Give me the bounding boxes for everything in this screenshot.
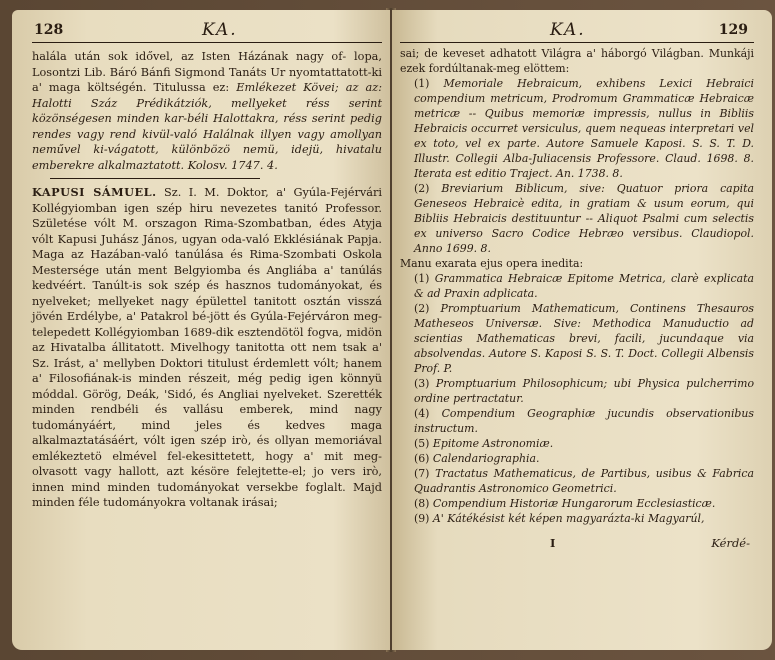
item-text: Epitome Astronomiæ. [432,437,554,450]
left-page [12,10,390,650]
item-number: (4) [414,407,430,420]
item-text: Promptuarium Philosophicum; ubi Physica pulcherrimo ordine pertractatur. [414,377,754,405]
running-header [32,20,382,43]
item-text: Compendium Geographiæ jucundis observationibus instructum. [414,407,755,435]
list-item [400,451,754,466]
list-item [400,436,754,451]
running-head-title: KA. [550,20,586,40]
page-footer [400,536,754,554]
item-text: Grammatica Hebraicæ Epitome Metrica, clarè explicata & ad Praxin adplicata. [414,272,754,300]
item-number: (6) [414,452,430,465]
paragraph [32,49,382,173]
list-item [400,271,754,301]
item-text: Tractatus Mathematicus, de Partibus, usibus & Fabrica Quadrantis Astronomico Geometrici. [414,467,754,495]
item-number: (9) [414,512,430,525]
item-text: Breviarium Biblicum, sive: Quatuor priora capita Geneseos Hebraicè edita, in gratiam & usum eorum, qui Bibliis Hebraicis destituuntur -- Aliquot Psalmi cum selectis ex universo Sacro Codice Hebræo versibus. Claudiopol. Anno 1699. 8. [414,182,754,255]
item-text: Promptuarium Mathematicum, Continens Thesauros Matheseos Universæ. Sive: Methodica Manuductio ad scientias Mathematicas brevi, facili, jucundaque via absolvendas. Autore S. Kaposi S. S. T. Doct. Collegii Albensis Prof. P. [414,302,755,375]
list-item [400,466,754,496]
list-item [400,496,754,511]
item-text: Calendariographia. [432,452,540,465]
item-text: Memoriale Hebraicum, exhibens Lexici Hebraici compendium metricum, Prodromum Grammaticæ Hebraicæ metricæ -- Quibus memoriæ impressis, nullus in Bibliis Hebraicis occurret versiculus, quem nequeas interpretari vel ex toto, vel ex parte. Autore Samuele Kaposi. S. S. T. D. Illustr. Collegii Alba-Juliacensis Professore. Claud. 1698. 8. Iterata est editio Traject. An. 1738. 8. [414,77,754,180]
running-header [400,20,754,43]
catchword: Kérdé- [711,536,750,550]
intro-paragraph: sai; de keveset adhatott Világra a' háborgó Világban. Munkáji ezek fordúltanak-meg elöttem: [400,47,754,75]
list-item [400,376,754,406]
page-number: 129 [718,22,748,38]
item-number: (2) [414,302,430,315]
paragraph-title-italic: Emlékezet Kövei; az az: Halotti Száz Prédikátziók, mellyeket réss serint közönségesen minden kar-béli Halottakra, réss serint pedig rendes vagy rend kivül-való Halálnak illyen vagy amollyan neművel ki-vágatott, különbözö nemü, idejü, hivatalu emberekre alkalmaztatott. [32,81,382,172]
section-divider [50,178,260,179]
item-number: (8) [414,497,430,510]
page-number: 128 [34,22,64,38]
item-text: Compendium Historiæ Hungarorum Ecclesiasticæ. [432,497,716,510]
entry-text: Sz. I. M. Doktor, a' Gyúla-Fejérvári Kollégyiomban igen szép hiru nevezetes tanitó Professor. Születése vólt M. orszagon Rima-Szombatban, édes Atyja vólt Kapusi Juhász János, ugyan oda-való Ekklésiának Papja. Maga az Hazában-való tanúlása és Rima-Szombati Oskola Mestersége után ment Belgyiomba és Angliába a' tanúlás kedvéért. Tanúlt-is sok szép és hasznos tudományokat, és nyelveket; mellyeket nagy épülettel tanitott osztán visszá jövén Erdélybe, a' Patakrol bé-jött és Gyúla-Fejérváron meg-telepedett Kollégyiomban 1689-dik esztendötöl fogva, midön az Hivatalba állitatott. Mivelhogy tanitotta ott nem tsak a' Sz. Irást, a' mellyben Doktori titulust érdemlett vólt; hanem a' Filosofiának-is minden részeit, még pedig igen könnyü móddal. Görög, Deák, 'Sidó, és Angliai nyelveket. Szerették minden rendbéli és vallásu emberek, mind nagy tudományáért, mind jeles és kedves maga alkalmaztatásáért, vólt igen szép irò, és ollyan memoriával emlékeztetö elmével fel-ekesittetett, hogy a' mit meg-olvasott vagy hallott, azt késöre felejtette-el; jo vers irò, innen mind minden tudományokat versekbe foglalt. Majd minden féle tudományokra voltanak irásai; [32,186,382,509]
item-text: A' Kátékésist két képen magyarázta-ki Magyarúl, [432,512,705,525]
item-number: (5) [414,437,430,450]
signature-mark: I [550,536,556,550]
list-item [400,181,754,256]
entry-paragraph [32,185,382,511]
item-number: (2) [414,182,430,195]
paragraph-imprint: Kolosv. 1747. 4. [187,158,278,172]
right-page [392,10,772,650]
list-item [400,76,754,181]
item-number: (1) [414,272,430,285]
list-item [400,301,754,376]
list-item [400,511,754,526]
item-number: (3) [414,377,430,390]
item-number: (1) [414,77,430,90]
running-head-title: KA. [202,20,238,40]
item-number: (7) [414,467,430,480]
entry-heading: KAPUSI SÁMUEL. [32,185,157,199]
paragraph-text: halála után sok idővel, az Isten Házának nagy of‑ lopa, Losontzi Lib. Báró Bánfi Sigmond Tanáts Ur nyomtattatott-ki a' maga költségén. Titulussa ez: [32,50,382,94]
list-item [400,406,754,436]
inedita-heading: Manu exarata ejus opera inedita: [400,257,584,270]
